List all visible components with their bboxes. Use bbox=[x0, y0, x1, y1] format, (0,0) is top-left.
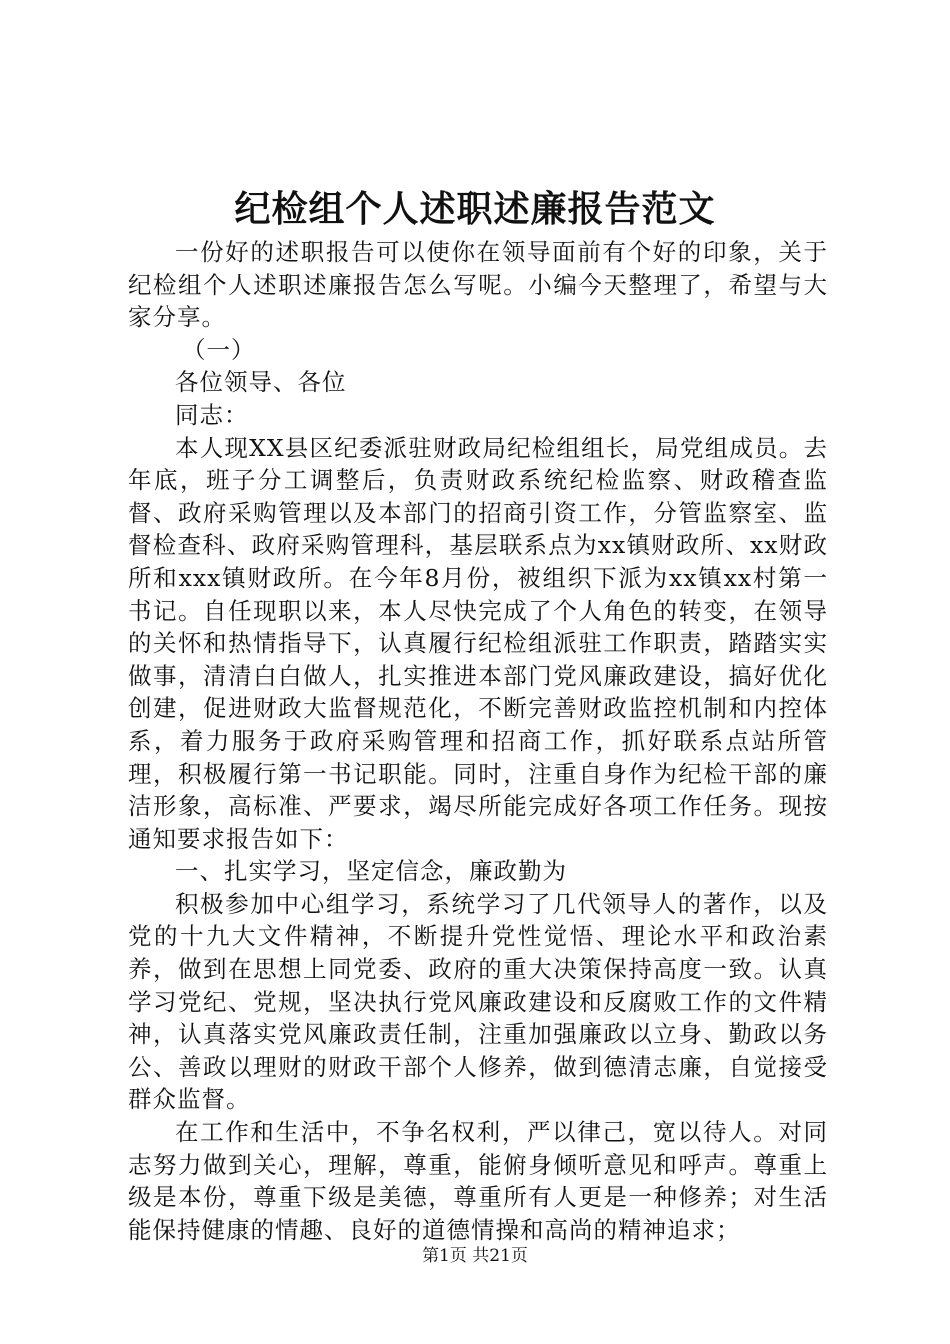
body-paragraph: 本人现XX县区纪委派驻财政局纪检组组长，局党组成员。去年底，班子分工调整后，负责财政系统纪检监察、财政稽查监督、政府采购管理以及本部门的招商引资工作，分管监察室、监督检查科、政府采购管理科，基层联系点为xx镇财政所、xx财政所和xxx镇财政所。在今年8月份，被组织下派为xx镇xx村第一书记。自任现职以来，本人尽快完成了个人角色的转变，在领导的关怀和热情指导下，认真履行纪检组派驻工作职责，踏踏实实做事，清清白白做人，扎实推进本部门党风廉政建设，搞好优化创建，促进财政大监督规范化，不断完善财政监控机制和内控体系，着力服务于政府采购管理和招商工作，抓好联系点站所管理，积极履行第一书记职能。同时，注重自身作为纪检干部的廉洁形象，高标准、严要求，竭尽所能完成好各项工作任务。现按通知要求报告如下： bbox=[128, 433, 828, 853]
intro-paragraph: 一份好的述职报告可以使你在领导面前有个好的印象，关于纪检组个人述职述廉报告怎么写呢。小编今天整理了，希望与大家分享。 bbox=[128, 238, 828, 332]
section-heading: 一、扎实学习，坚定信念，廉政勤为 bbox=[175, 857, 567, 886]
section-number: （一） bbox=[182, 335, 256, 364]
document-title: 纪检组个人述职述廉报告范文 bbox=[234, 188, 716, 230]
salutation-line: 各位领导、各位 bbox=[175, 368, 347, 397]
document-body bbox=[128, 236, 828, 1246]
body-paragraph: 在工作和生活中，不争名权利，严以律己，宽以待人。对同志努力做到关心，理解，尊重，能俯身倾听意见和呼声。尊重上级是本份，尊重下级是美德，尊重所有人更是一种修养；对生活能保持健康的情趣、良好的道德情操和高尚的精神追求； bbox=[128, 1118, 828, 1244]
body-paragraph: 积极参加中心组学习，系统学习了几代领导人的著作，以及党的十九大文件精神，不断提升党性觉悟、理论水平和政治素养，做到在思想上同党委、政府的重大决策保持高度一致。认真学习党纪、党规，坚决执行党风廉政建设和反腐败工作的文件精神，认真落实党风廉政责任制，注重加强廉政以立身、勤政以务公、善政以理财的财政干部个人修养，做到德清志廉，自觉接受群众监督。 bbox=[128, 889, 828, 1114]
salutation-line: 同志： bbox=[175, 400, 249, 429]
page-footer: 第1页 共21页 bbox=[422, 1246, 528, 1266]
